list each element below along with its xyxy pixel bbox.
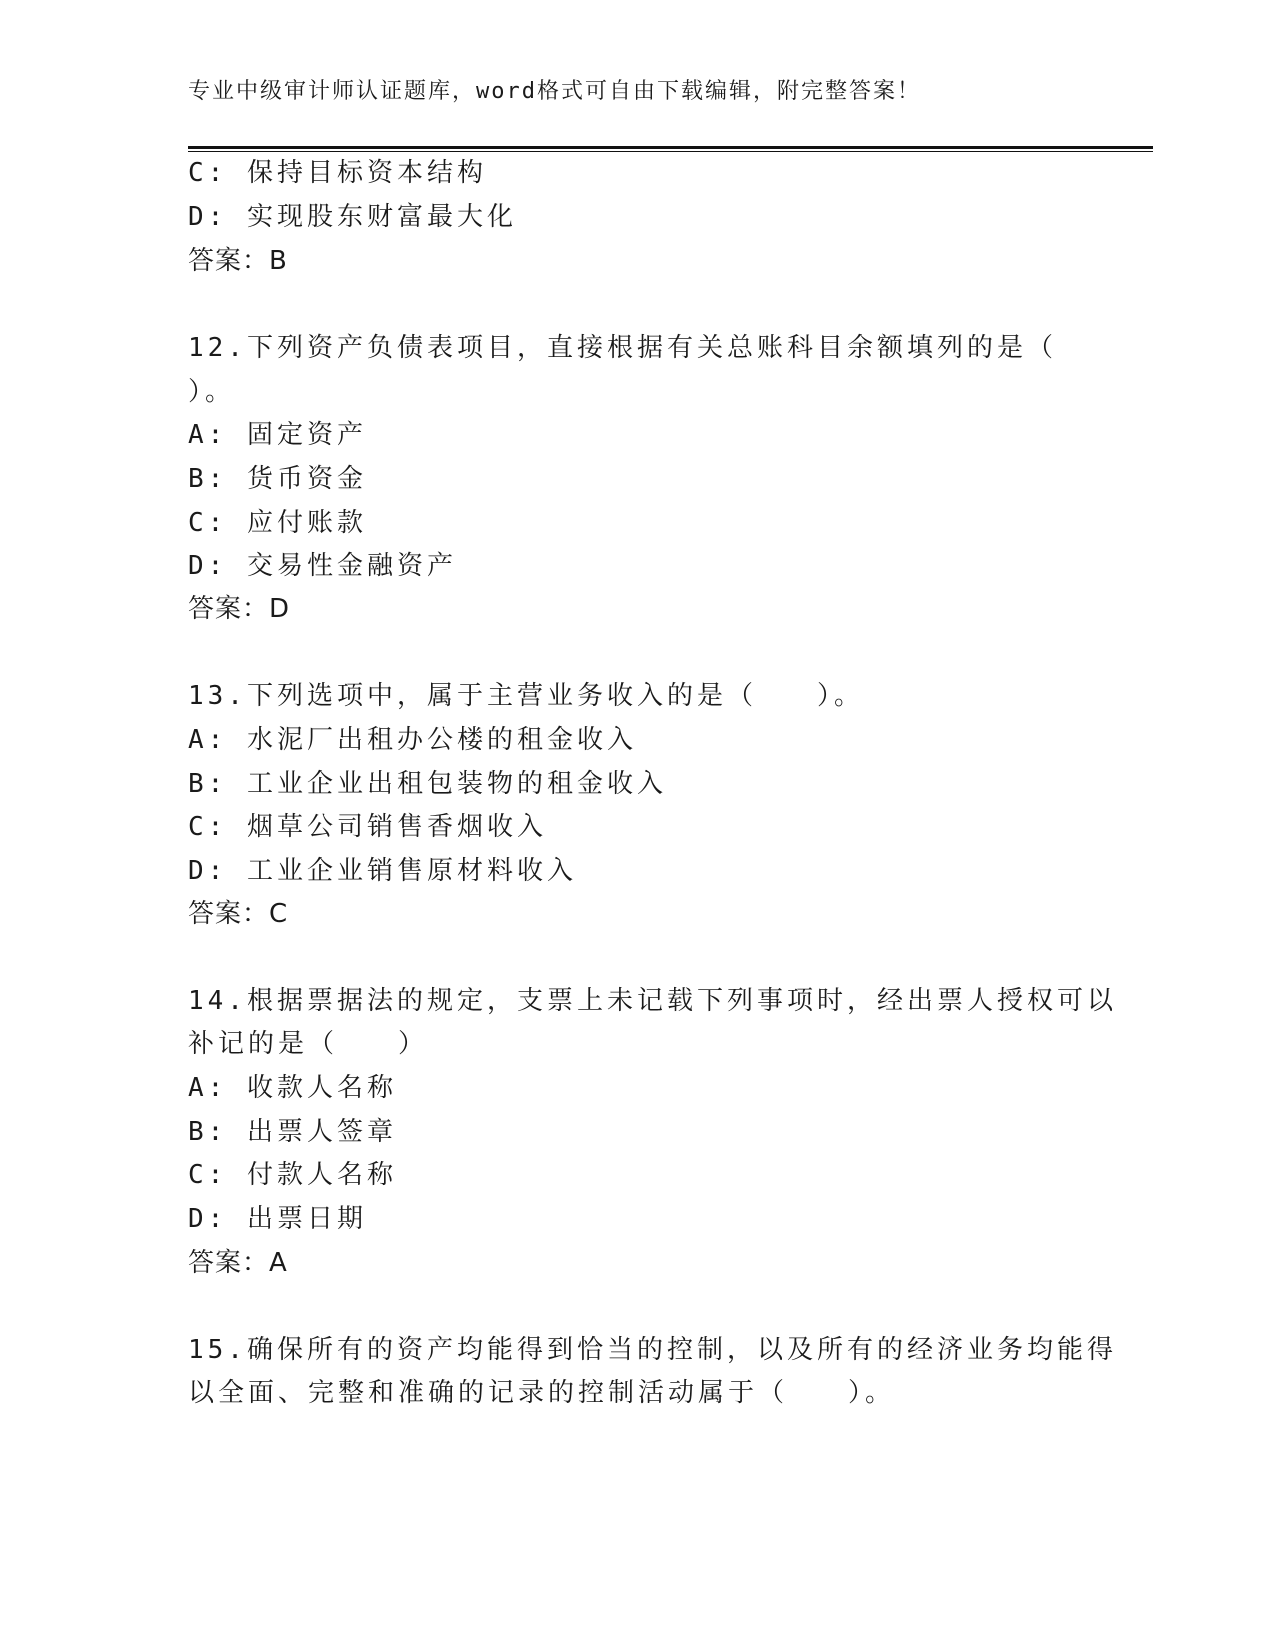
q14-option-a: A: 收款人名称 [188,1073,397,1103]
header-divider-thick [188,146,1153,149]
q14-answer: 答案：A [188,1248,288,1278]
q14-stem-line1: 14.根据票据法的规定，支票上未记载下列事项时，经出票人授权可以 [188,986,1117,1016]
q12-option-b: B: 货币资金 [188,464,367,494]
q13-answer: 答案：C [188,899,289,929]
q12-stem-line1: 12.下列资产负债表项目，直接根据有关总账科目余额填列的是（ [188,333,1057,363]
q13-option-c: C: 烟草公司销售香烟收入 [188,812,547,842]
q13-option-b: B: 工业企业出租包装物的租金收入 [188,769,667,799]
q13-option-a: A: 水泥厂出租办公楼的租金收入 [188,725,637,755]
q11-option-d: D: 实现股东财富最大化 [188,202,517,232]
q15-stem-line1: 15.确保所有的资产均能得到恰当的控制，以及所有的经济业务均能得 [188,1335,1117,1365]
q15-stem-line2: 以全面、完整和准确的记录的控制活动属于（ ）。 [188,1378,896,1408]
q12-answer: 答案：D [188,594,291,624]
q12-option-a: A: 固定资产 [188,420,367,450]
q13-option-d: D: 工业企业销售原材料收入 [188,856,577,886]
q12-stem-line2: ）。 [188,377,236,407]
q12-option-c: C: 应付账款 [188,508,367,538]
q14-option-d: D: 出票日期 [188,1204,367,1234]
page-header: 专业中级审计师认证题库，word格式可自由下载编辑，附完整答案！ [188,79,921,104]
q14-option-c: C: 付款人名称 [188,1160,397,1190]
header-divider-thin [188,151,1153,152]
q11-answer: 答案：B [188,246,288,276]
q12-option-d: D: 交易性金融资产 [188,551,457,581]
q13-stem-line1: 13.下列选项中，属于主营业务收入的是（ ）。 [188,681,864,711]
q14-stem-line2: 补记的是（ ） [188,1029,429,1059]
q14-option-b: B: 出票人签章 [188,1117,397,1147]
q11-option-c: C: 保持目标资本结构 [188,158,487,188]
